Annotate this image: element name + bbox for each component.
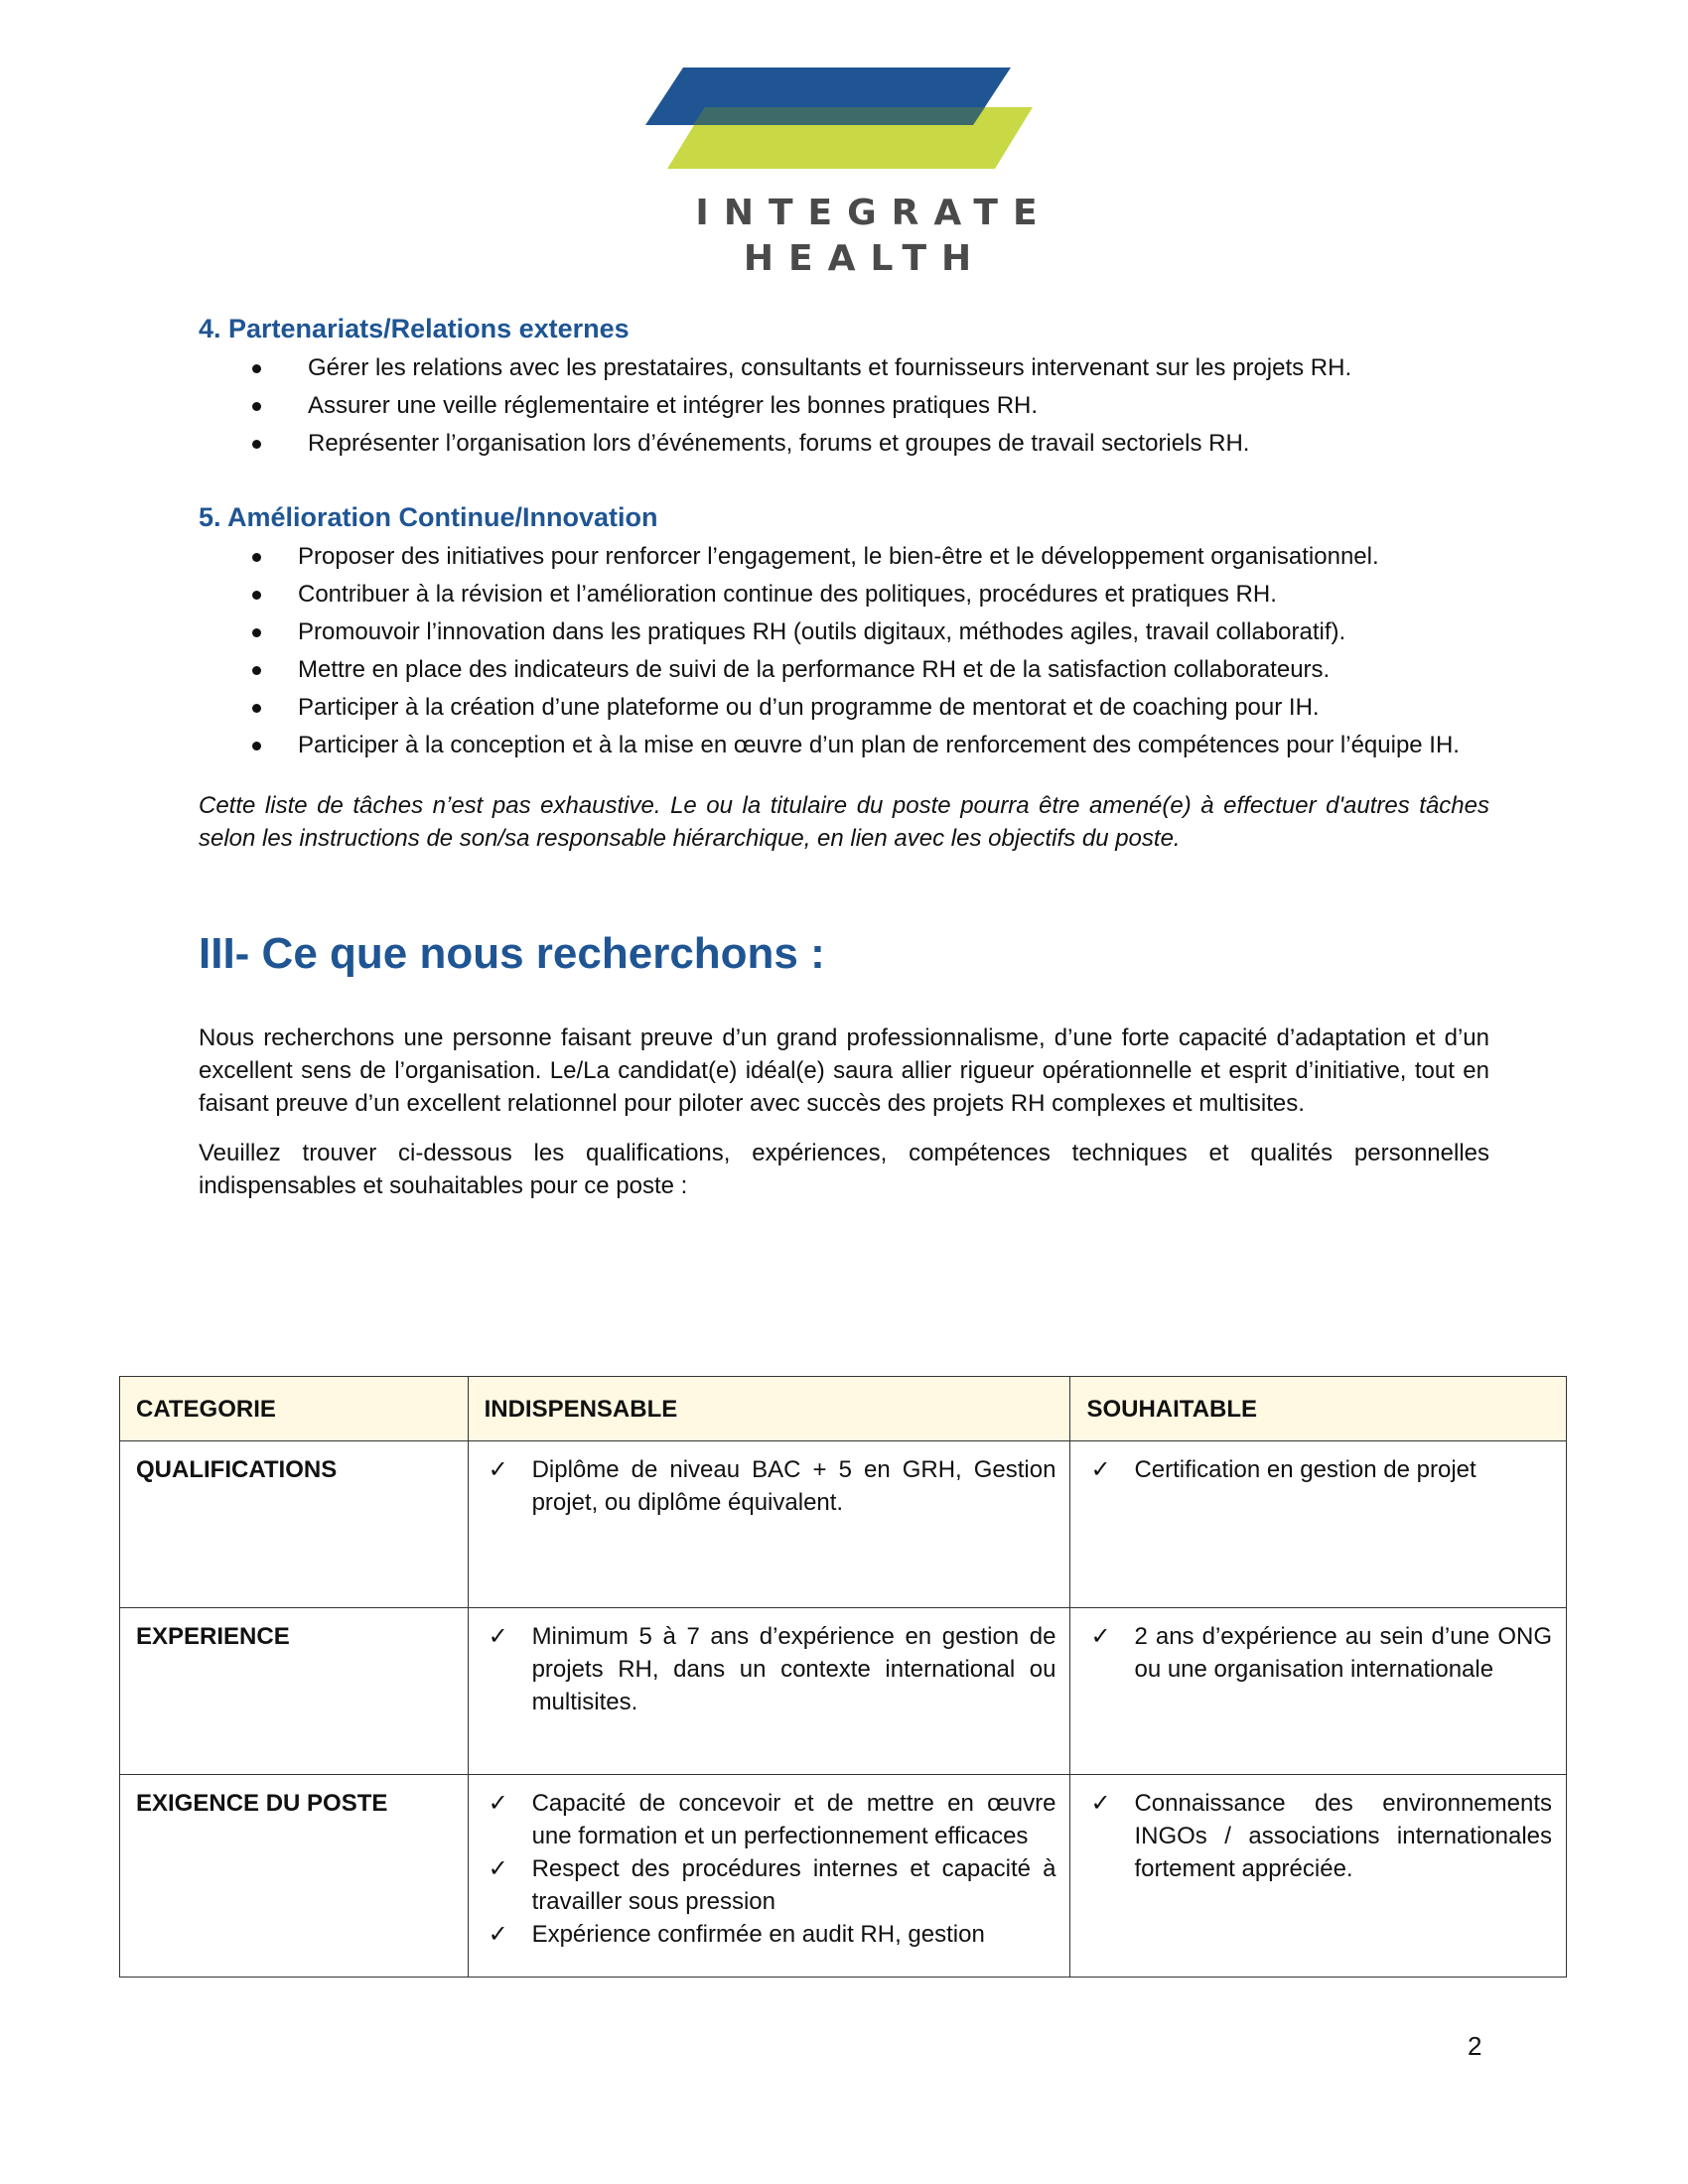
check-item: ✓ Connaissance des environnements INGOs / associations internationales fortement appréciée. [1090,1789,1552,1882]
bullet-icon [252,440,261,449]
table-row [120,1441,1567,1608]
section-5-title: 5. Amélioration Continue/Innovation [199,502,658,532]
check-item: ✓ Capacité de concevoir et de mettre en œuvre une formation et un perfectionnement efficaces [488,1789,1056,1849]
list-item: Gérer les relations avec les prestataires, consultants et fournisseurs intervenant sur les projets RH. [199,351,1489,384]
checkmark-icon: ✓ [488,1854,508,1882]
category-cell: EXPERIENCE [120,1608,469,1775]
logo-text-health: HEALTH [743,238,987,279]
page-number: 2 [1468,2031,1482,2061]
list-item: Participer à la conception et à la mise en œuvre d’un plan de renforcement des compétences pour l’équipe IH. [199,729,1489,761]
document-body [199,310,1489,1202]
checkmark-icon: ✓ [1090,1622,1111,1650]
bullet-icon [252,591,261,600]
requirements-intro: Veuillez trouver ci-dessous les qualifications, expériences, compétences techniques et qualités personnelles indispensables et souhaitables pour ce poste : [199,1140,1489,1199]
checkmark-icon: ✓ [488,1455,508,1483]
list-item: Proposer des initiatives pour renforcer l’engagement, le bien-être et le développement organisationnel. [199,540,1489,573]
category-cell: EXIGENCE DU POSTE [120,1775,469,1978]
table-row [120,1608,1567,1775]
checkmark-icon: ✓ [488,1920,508,1948]
checkmark-icon: ✓ [1090,1455,1111,1483]
checkmark-icon: ✓ [488,1789,508,1817]
list-item: Assurer une veille réglementaire et intégrer les bonnes pratiques RH. [199,389,1489,422]
header-categorie: CATEGORIE [120,1377,469,1441]
checkmark-icon: ✓ [1090,1789,1111,1817]
table-header-row [120,1377,1567,1441]
task-list-note: Cette liste de tâches n’est pas exhaustive. Le ou la titulaire du poste pourra être amené(e) à effectuer d'autres tâches selon les instructions de son/sa responsable hiérarchique, en lien avec les objectifs du poste. [199,792,1489,852]
bullet-icon [252,704,261,713]
bullet-icon [252,628,261,637]
category-cell: QUALIFICATIONS [120,1441,469,1608]
list-item: Mettre en place des indicateurs de suivi de la performance RH et de la satisfaction collaborateurs. [199,653,1489,686]
list-item: Représenter l’organisation lors d’événements, forums et groupes de travail sectoriels RH. [199,427,1489,460]
list-item: Participer à la création d’une plateforme ou d’un programme de mentorat et de coaching pour IH. [199,691,1489,724]
section-4-title: 4. Partenariats/Relations externes [199,314,630,343]
section-5-list [199,540,1489,761]
bullet-icon [252,742,261,751]
header-souhaitable: SOUHAITABLE [1070,1377,1567,1441]
integrate-health-logo [635,62,1053,280]
check-item: ✓ Expérience confirmée en audit RH, gestion [483,1918,1056,1951]
bullet-icon [252,402,261,411]
bullet-icon [252,666,261,675]
section-4-list [199,351,1489,460]
bullet-icon [252,364,261,373]
header-indispensable: INDISPENSABLE [468,1377,1070,1441]
logo-stripes-icon [635,62,1053,181]
profile-paragraph: Nous recherchons une personne faisant preuve d’un grand professionnalisme, d’une forte capacité d’adaptation et d’un excellent sens de l’organisation. Le/La candidat(e) idéal(e) saura allier rigueur opérationnelle et esprit d’initiative, tout en faisant preuve d’un excellent relationnel pour piloter avec succès des projets RH complexes et multisites. [199,1024,1489,1117]
check-item: ✓ Diplôme de niveau BAC + 5 en GRH, Gestion projet, ou diplôme équivalent. [488,1455,1056,1516]
list-item: Contribuer à la révision et l’amélioration continue des politiques, procédures et pratiques RH. [199,578,1489,611]
requirements-table [119,1376,1567,1978]
table-row [120,1775,1567,1978]
check-item: ✓ 2 ans d’expérience au sein d’une ONG ou une organisation internationale [1090,1622,1552,1683]
logo-text-integrate: INTEGRATE [695,193,1053,233]
check-item: ✓ Respect des procédures internes et capacité à travailler sous pression [488,1854,1056,1915]
section-3-title: III- Ce que nous recherchons : [199,929,825,978]
list-item: Promouvoir l’innovation dans les pratiques RH (outils digitaux, méthodes agiles, travail collaboratif). [199,615,1489,648]
bullet-icon [252,553,261,562]
check-item: ✓ Certification en gestion de projet [1084,1453,1552,1486]
check-item: ✓ Minimum 5 à 7 ans d’expérience en gestion de projets RH, dans un contexte international ou multisites. [488,1622,1056,1715]
checkmark-icon: ✓ [488,1622,508,1650]
